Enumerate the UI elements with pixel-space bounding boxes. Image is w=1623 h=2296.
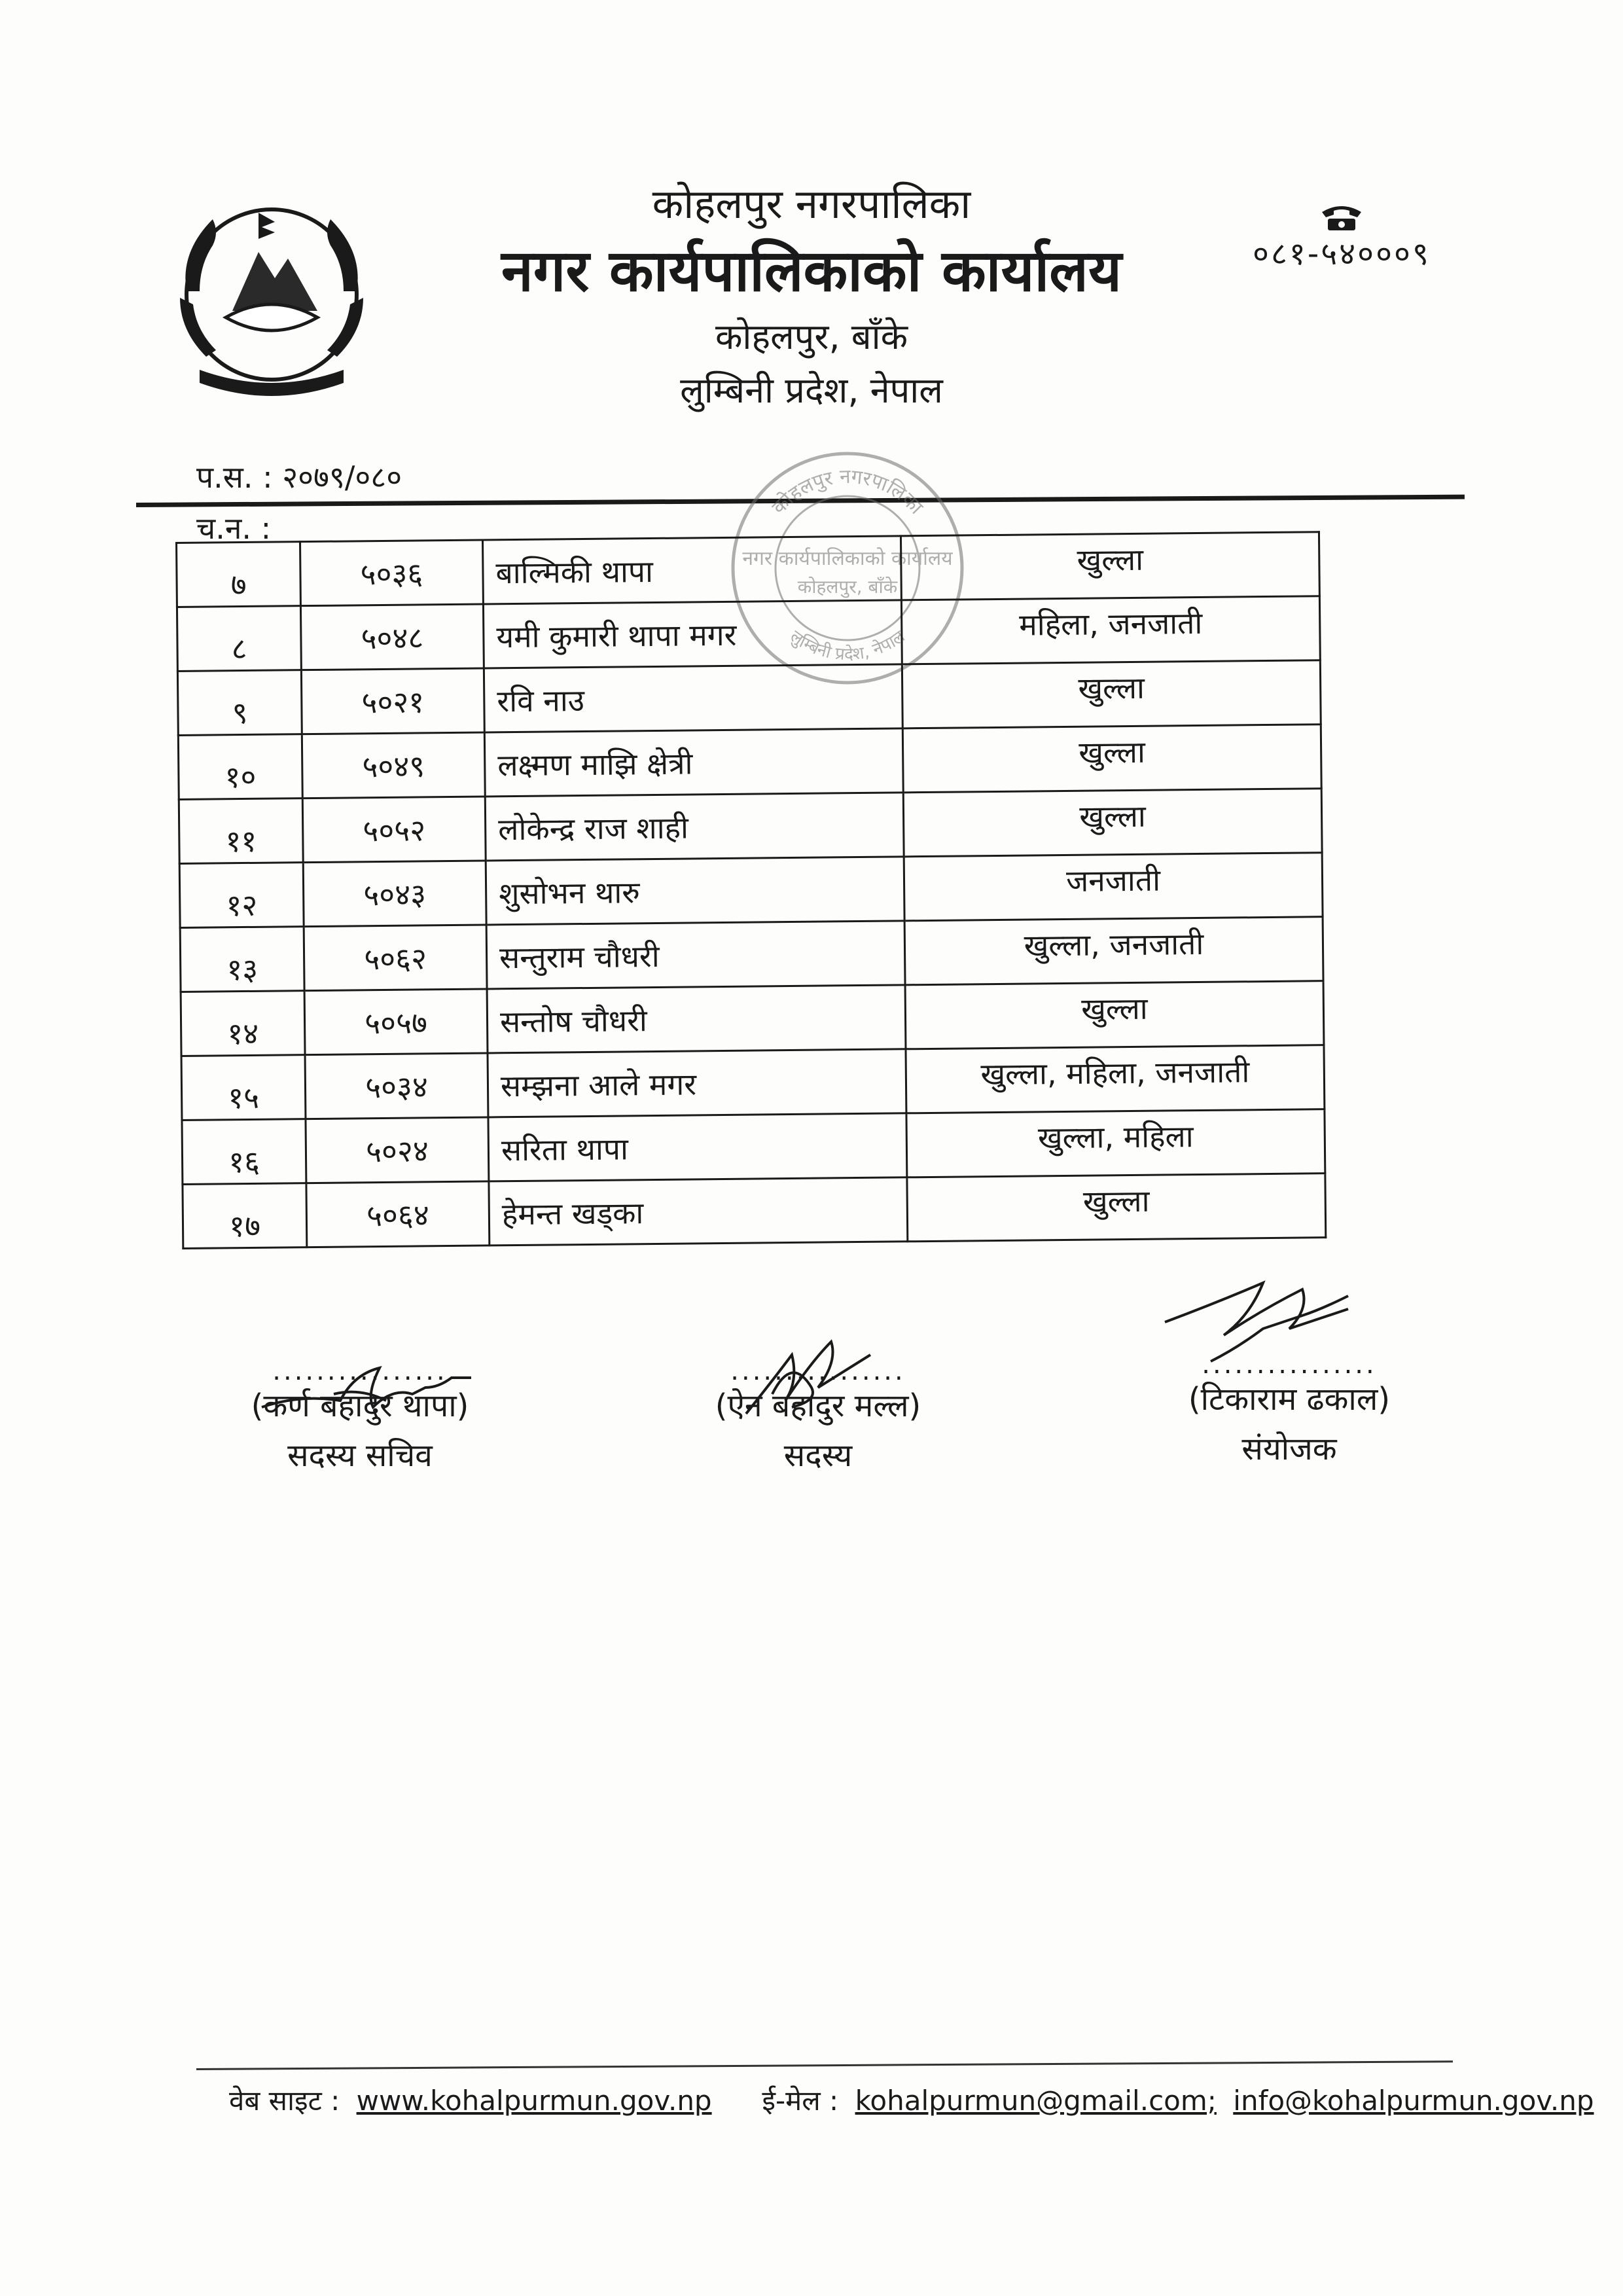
category-cell: खुल्ला [905,981,1324,1049]
result-table-body [177,532,1326,1249]
serial-number-cell: ९ [177,670,302,736]
table-row [179,853,1323,928]
category-cell: खुल्ला [907,1174,1326,1242]
email-label: ई-मेल : [762,2085,839,2117]
candidate-name-cell: रवि नाउ [484,664,902,732]
category-cell: खुल्ला [903,789,1322,857]
candidate-name-cell: यमी कुमारी थापा मगर [483,600,902,668]
roll-number-cell: ५०४३ [303,861,486,927]
roll-number-cell: ५०३६ [300,540,484,606]
candidate-name-cell: शुसोभन थारु [486,857,904,925]
stamp-text-bottom-2: लुम्बिनी प्रदेश, नेपाल [786,626,909,665]
candidate-name-cell: सरिता थापा [488,1113,907,1181]
table-row [181,1045,1325,1121]
signatory-member [674,1356,962,1480]
signatory-name: (कर्ण बहादुर थापा) [251,1388,469,1424]
roll-number-cell: ५०६४ [306,1181,490,1247]
serial-number-cell: ८ [177,606,301,672]
stamp-text-bottom: कोहलपुर, बाँके [797,576,898,598]
category-cell: खुल्ला [902,660,1321,728]
table-row [177,532,1320,607]
website-label: वेब साइट : [229,2085,340,2117]
category-cell: महिला, जनजाती [901,596,1320,664]
dispatch-number-label: च.न. : [196,511,272,546]
serial-number-cell: १५ [181,1055,306,1121]
address-line-1: कोहलपुर, बाँके [715,316,908,357]
result-table-wrapper [175,531,1327,1249]
category-cell: जनजाती [904,853,1323,921]
roll-number-cell: ५०२४ [306,1117,489,1183]
serial-number-cell: ११ [179,798,303,864]
address-line-2: लुम्बिनी प्रदेश, नेपाल [680,370,943,411]
table-row [180,917,1323,992]
signatory-role: सदस्य सचिव [287,1437,433,1474]
email-link-gmail[interactable]: kohalpurmun@gmail.com; [855,2085,1217,2117]
stamp-text-middle: नगर कार्यपालिकाको कार्यालय [742,547,953,570]
roll-number-cell: ५०४९ [302,732,485,798]
table-row [183,1174,1326,1249]
phone-number: ०८१-५४०००९ [1253,236,1431,272]
signatory-name: (टिकाराम ढकाल) [1188,1381,1391,1418]
signatory-member-secretary [216,1356,504,1480]
table-row [177,660,1321,736]
telephone-icon [1319,203,1364,232]
footer-divider [196,2060,1453,2070]
signature-line: ................ [272,1356,448,1386]
roll-number-cell: ५०२१ [301,668,484,734]
municipality-name: कोहलपुर नगरपालिका [652,180,971,228]
signatory-name: (ऐन बहादुर मल्ल) [715,1388,921,1424]
phone-block [1230,203,1453,274]
svg-text:कोहलपुर नगरपालिका [768,465,928,520]
table-row [178,725,1321,800]
serial-number-cell: ७ [177,542,301,607]
letterhead [366,177,1257,418]
serial-number-cell: १२ [179,863,304,928]
category-cell: खुल्ला, जनजाती [904,917,1323,985]
candidate-name-cell: सन्तोष चौधरी [487,985,906,1053]
signatory-role: संयोजक [1241,1431,1337,1467]
roll-number-cell: ५०३४ [305,1053,488,1119]
table-row [181,981,1324,1056]
category-cell: खुल्ला [901,532,1319,600]
serial-number-cell: १३ [180,927,304,992]
table-row [182,1109,1325,1185]
category-cell: खुल्ला [902,725,1321,793]
signatory-coordinator [1145,1350,1433,1474]
stamp-text-top: कोहलपुर नगरपालिका [767,465,928,519]
category-cell: खुल्ला, महिला, जनजाती [906,1045,1325,1113]
email-link-official[interactable]: info@kohalpurmun.gov.np [1233,2085,1594,2117]
signatory-role: सदस्य [783,1437,853,1474]
footer [229,2081,1594,2119]
candidate-name-cell: सन्तुराम चौधरी [486,921,905,989]
candidate-name-cell: लक्ष्मण माझि क्षेत्री [484,728,903,797]
candidate-name-cell: बाल्मिकी थापा [482,536,901,604]
category-cell: खुल्ला, महिला [906,1109,1325,1177]
roll-number-cell: ५०५७ [304,989,488,1055]
serial-number-cell: १७ [183,1183,307,1249]
candidate-name-cell: हेमन्त खड्का [489,1177,908,1246]
candidate-name-cell: लोकेन्द्र राज शाही [485,793,904,861]
table-row [179,789,1322,864]
website-link[interactable]: www.kohalpurmun.gov.np [356,2085,712,2117]
candidate-name-cell: सम्झना आले मगर [488,1049,906,1117]
serial-number-cell: १० [178,734,302,800]
serial-number-cell: १६ [182,1119,306,1185]
table-row [177,596,1320,672]
fiscal-year-label: प.स. : २०७९/०८० [196,459,402,495]
roll-number-cell: ५०५२ [302,797,486,863]
nepal-emblem-icon [160,187,383,403]
roll-number-cell: ५०६२ [304,925,487,991]
serial-number-cell: १४ [181,991,305,1056]
roll-number-cell: ५०४८ [300,604,484,670]
signature-line: ................ [730,1356,906,1386]
office-title: नगर कार्यपालिकाको कार्यालय [501,237,1122,304]
result-table [175,531,1327,1249]
signature-line: ................ [1202,1350,1377,1380]
